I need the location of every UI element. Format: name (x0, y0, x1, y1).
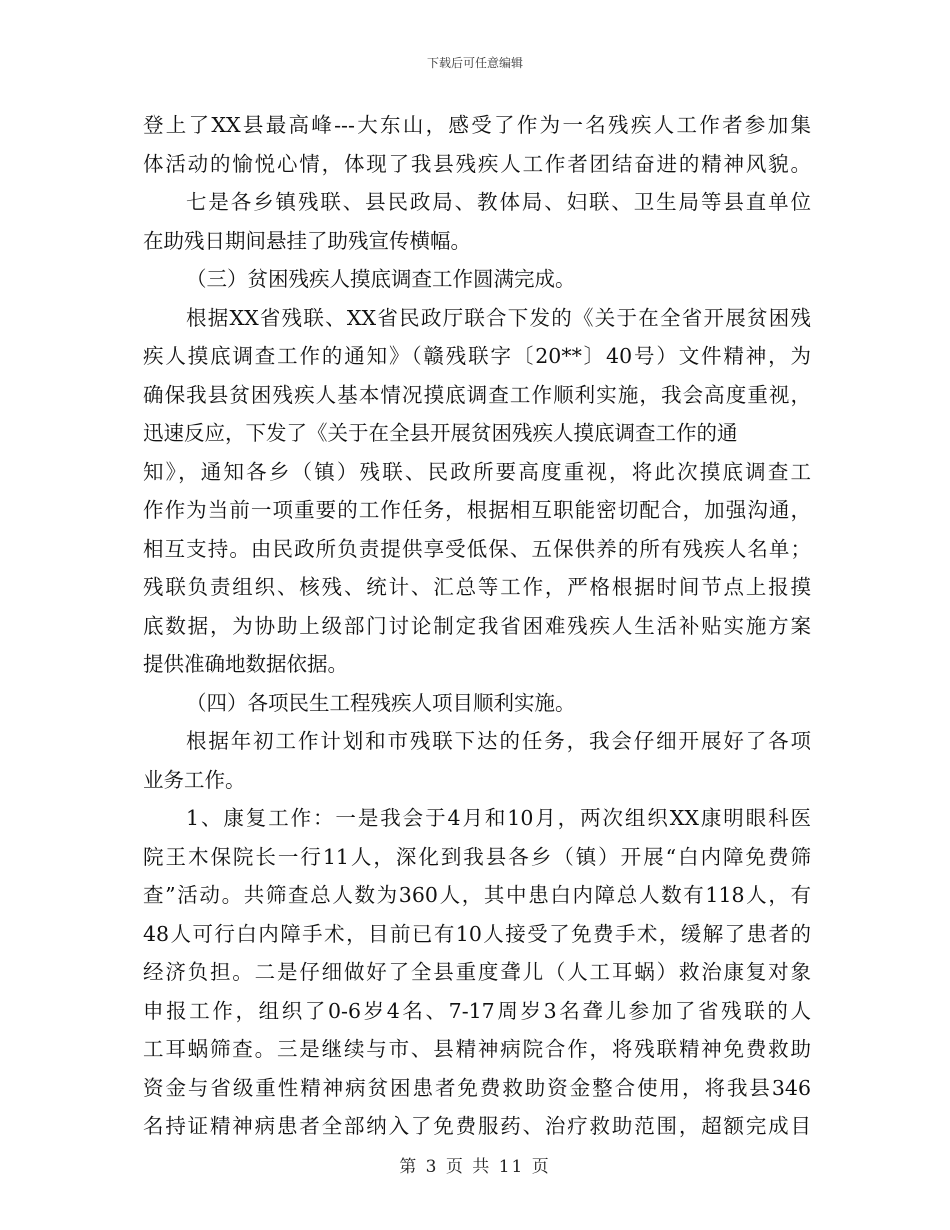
text-line: 提供准确地数据依据。 (143, 652, 348, 676)
text-line: 体活动的愉悦心情，体现了我县残疾人工作者团结奋进的精神风貌。 (143, 151, 811, 176)
text-line: 名持证精神病患者全部纳入了免费服药、治疗救助范围，超额完成目 (143, 1114, 811, 1138)
text-line: 知》，通知各乡（镇）残联、民政所要高度重视，将此次摸底调查工 (143, 459, 811, 484)
text-line: 相互支持。由民政所负责提供享受低保、五保供养的所有残疾人名单； (143, 536, 811, 561)
text-line: 底数据，为协助上级部门讨论制定我省困难残疾人生活补贴实施方案 (143, 613, 811, 638)
text-line: 根据XX省残联、XX省民政厅联合下发的《关于在全省开展贫困残 (186, 305, 811, 330)
text-line: 确保我县贫困残疾人基本情况摸底调查工作顺利实施，我会高度重视， (143, 382, 811, 407)
text-line: 七是各乡镇残联、县民政局、教体局、妇联、卫生局等县直单位 (186, 190, 811, 214)
text-line: 查”活动。共筛查总人数为360人，其中患白内障总人数有118人，有 (143, 883, 811, 907)
text-line: 根据年初工作计划和市残联下达的任务，我会仔细开展好了各项 (186, 729, 811, 753)
page-header: 下载后可任意编辑 (426, 56, 523, 70)
text-line: 残联负责组织、核残、统计、汇总等工作，严格根据时间节点上报摸 (143, 575, 811, 599)
text-line: 登上了XX县最高峰---大东山，感受了作为一名残疾人工作者参加集 (143, 113, 811, 137)
text-line: 在助残日期间悬挂了助残宣传横幅。 (143, 228, 471, 253)
text-line: （三）贫困残疾人摸底调查工作圆满完成。 (186, 267, 576, 291)
text-line: （四）各项民生工程残疾人项目顺利实施。 (186, 690, 576, 715)
text-line: 业务工作。 (143, 767, 246, 792)
text-line: 院王木保院长一行11人，深化到我县各乡（镇）开展“白内障免费筛 (143, 844, 811, 869)
document-body (143, 106, 811, 1146)
text-line: 疾人摸底调查工作的通知》（赣残联字〔20**〕40号）文件精神，为 (143, 344, 811, 368)
text-line: 资金与省级重性精神病贫困患者免费救助资金整合使用，将我县346 (143, 1075, 811, 1100)
text-line: 迅速反应，下发了《关于在全县开展贫困残疾人摸底调查工作的通 (143, 421, 738, 445)
text-line: 作作为当前一项重要的工作任务，根据相互职能密切配合，加强沟通， (143, 498, 811, 522)
page-footer: 第 3 页 共 11 页 (399, 1157, 551, 1177)
text-line: 申报工作，组织了0-6岁4名、7-17周岁3名聋儿参加了省残联的人 (143, 998, 811, 1023)
text-line: 1、康复工作：一是我会于4月和10月，两次组织XX康明眼科医 (186, 806, 811, 830)
text-line: 48人可行白内障手术，目前已有10人接受了免费手术，缓解了患者的 (143, 921, 811, 946)
text-line: 经济负担。二是仔细做好了全县重度聋儿（人工耳蜗）救治康复对象 (143, 960, 811, 984)
text-line: 工耳蜗筛查。三是继续与市、县精神病院合作，将残联精神免费救助 (143, 1037, 811, 1061)
